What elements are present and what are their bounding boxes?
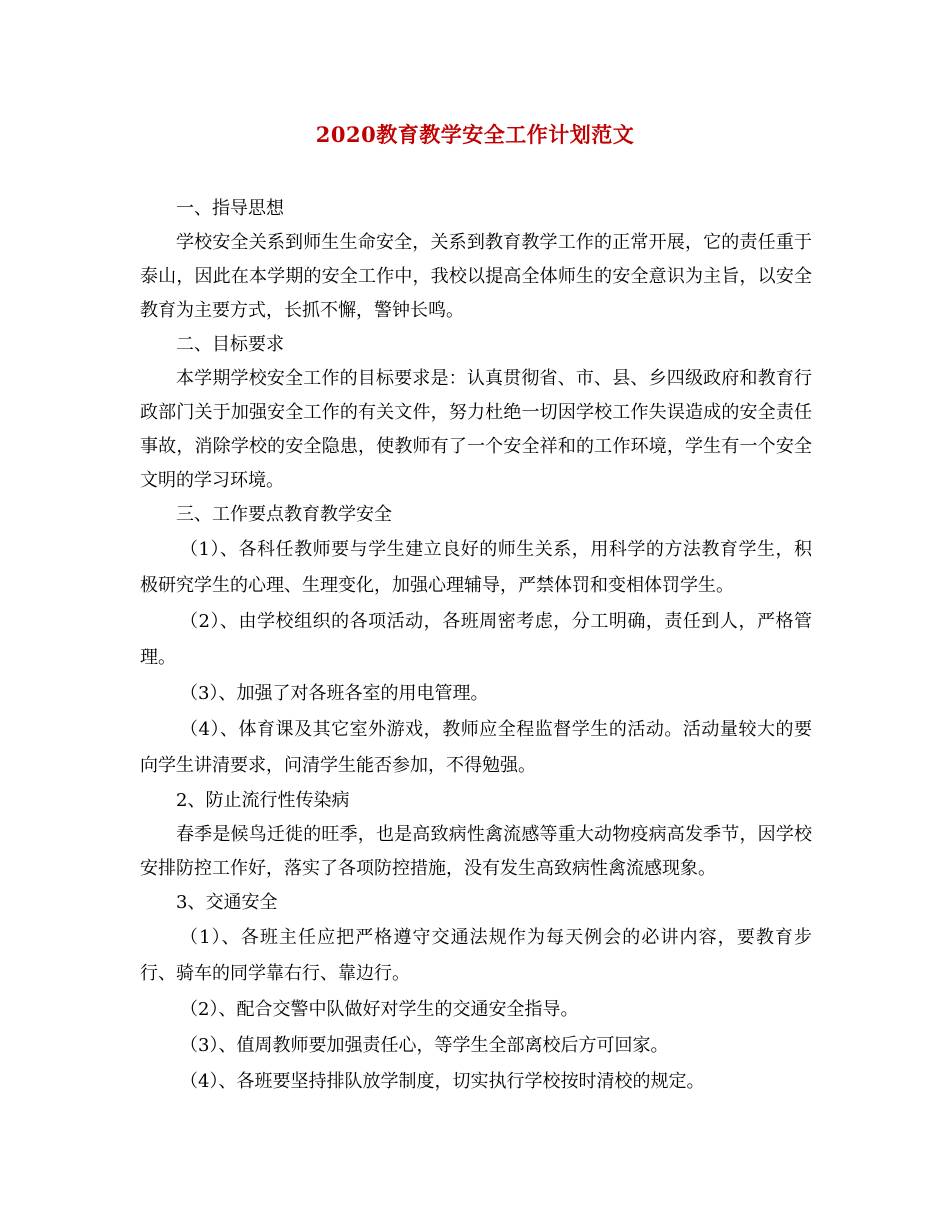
list-item-teaching-2: （2）、由学校组织的各项活动，各班周密考虑，分工明确，责任到人，严格管理。 <box>140 611 812 668</box>
list-item-traffic-3: （3）、值周教师要加强责任心，等学生全部离校后方可回家。 <box>180 1035 669 1056</box>
list-item-traffic-4: （4）、各班要坚持排队放学制度，切实执行学校按时清校的规定。 <box>180 1071 705 1092</box>
document-body <box>140 192 812 1100</box>
subsection-heading-traffic: 3、交通安全 <box>176 892 278 913</box>
section-heading-work-points: 三、工作要点教育教学安全 <box>176 504 392 525</box>
document-title: 2020教育教学安全工作计划范文 <box>315 122 635 147</box>
paragraph-epidemic: 春季是候鸟迁徙的旺季，也是高致病性禽流感等重大动物疫病高发季节，因学校安排防控工作好，落实了各项防控措施，没有发生高致病性禽流感现象。 <box>140 824 812 879</box>
section-heading-goals: 二、目标要求 <box>176 334 284 355</box>
section-heading-guiding-ideology: 一、指导思想 <box>176 198 284 219</box>
list-item-traffic-2: （2）、配合交警中队做好对学生的交通安全指导。 <box>180 999 579 1020</box>
list-item-teaching-4: （4）、体育课及其它室外游戏，教师应全程监督学生的活动。活动量较大的要向学生讲清要求，问清学生能否参加，不得勉强。 <box>140 719 812 776</box>
list-item-teaching-3: （3）、加强了对各班各室的用电管理。 <box>180 683 489 704</box>
list-item-traffic-1: （1）、各班主任应把严格遵守交通法规作为每天例会的必讲内容，要教育步行、骑车的同学靠右行、靠边行。 <box>140 927 812 984</box>
paragraph-guiding-ideology: 学校安全关系到师生生命安全，关系到教育教学工作的正常开展，它的责任重于泰山，因此在本学期的安全工作中，我校以提高全体师生的安全意识为主旨，以安全教育为主要方式，长抓不懈，警钟长鸣。 <box>140 232 812 321</box>
subsection-heading-epidemic: 2、防止流行性传染病 <box>176 790 350 811</box>
paragraph-goals: 本学期学校安全工作的目标要求是：认真贯彻省、市、县、乡四级政府和教育行政部门关于加强安全工作的有关文件，努力杜绝一切因学校工作失误造成的安全责任事故，消除学校的安全隐患，使教师有了一个安全祥和的工作环境，学生有一个安全文明的学习环境。 <box>140 368 812 491</box>
list-item-teaching-1: （1）、各科任教师要与学生建立良好的师生关系，用科学的方法教育学生，积极研究学生的心理、生理变化，加强心理辅导，严禁体罚和变相体罚学生。 <box>140 539 812 596</box>
